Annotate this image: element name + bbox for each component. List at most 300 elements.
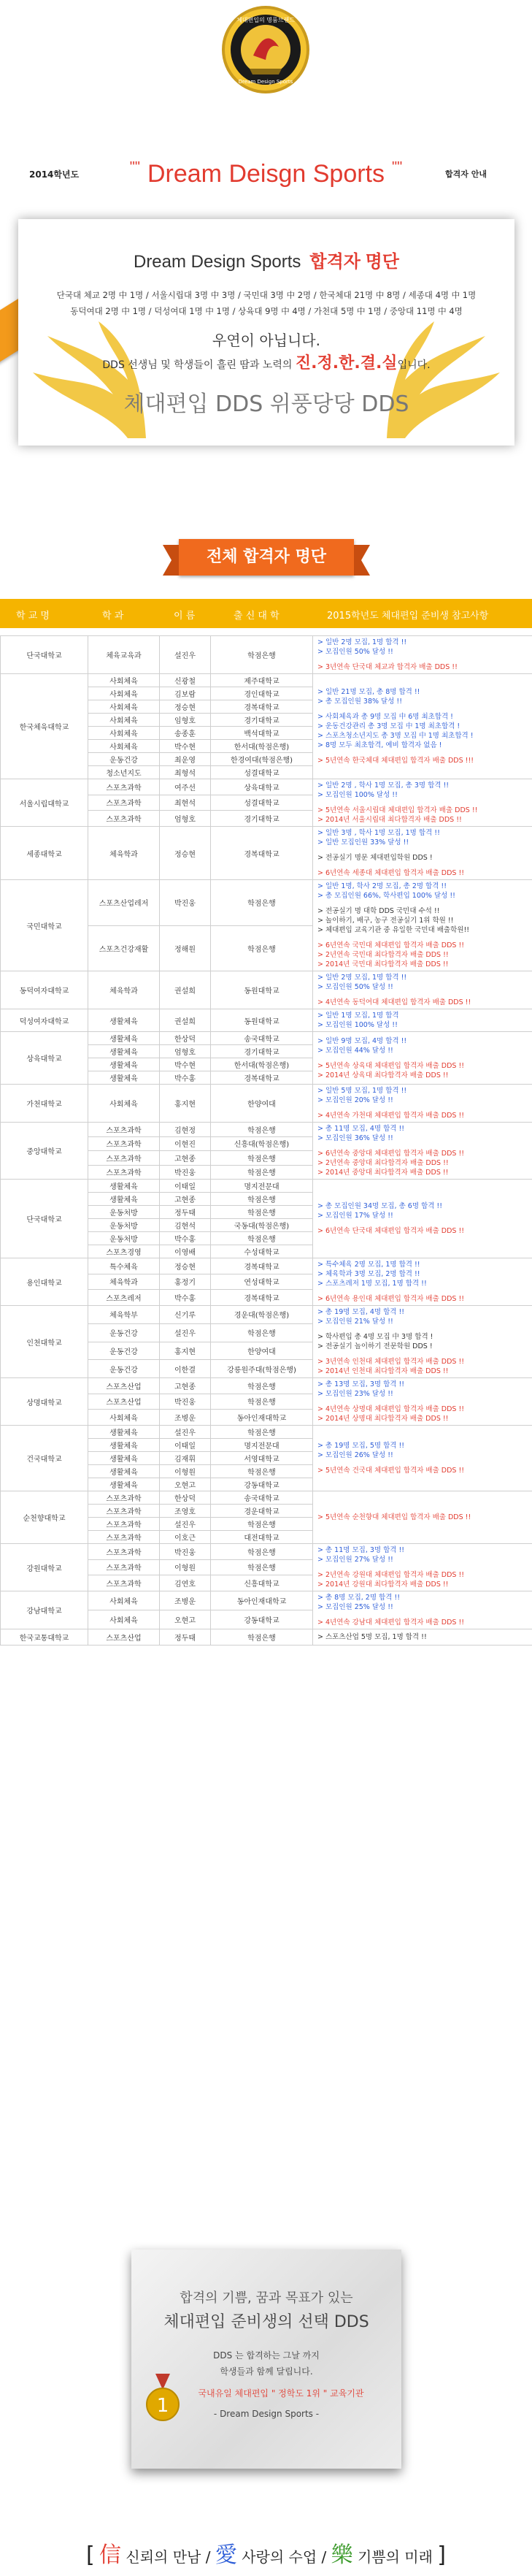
dept-cell: 스포츠과학 xyxy=(88,1544,160,1560)
dept-cell: 생활체육 xyxy=(88,1193,160,1206)
from-cell: 학점은행 xyxy=(211,1206,313,1219)
note-line: > 모집인원 100% 달성 !! xyxy=(317,1021,398,1029)
notes-cell xyxy=(313,827,532,880)
note-line: > 2014년 상명대 최다합격자 배출 DDS !! xyxy=(317,1415,449,1423)
dept-cell: 사회체육 xyxy=(88,1610,160,1629)
dept-cell: 사회체육 xyxy=(88,700,160,714)
note-line: > 전공실기 명 대학 DDS 국민대 수석 !! xyxy=(317,907,440,915)
school-cell: 건국대학교 xyxy=(1,1426,88,1491)
name-cell: 최현석 xyxy=(160,795,211,811)
table-row xyxy=(1,1378,532,1394)
page-title-text: Dream Deisgn Sports xyxy=(147,160,385,188)
plaque-line-3: DDS 는 합격하는 그날 까지 xyxy=(213,2350,320,2361)
notes-cell xyxy=(313,1629,532,1646)
note-line: > 총 13명 모집, 3명 합격 !! xyxy=(317,1380,405,1388)
dept-cell: 체육학과 xyxy=(88,971,160,1009)
note-line: > 2014년 중앙대 최다합격자 배출 DDS !! xyxy=(317,1169,449,1177)
from-cell: 상육대학교 xyxy=(211,779,313,795)
note-line: > 전공실기 놀이하기 전문학원 DDS ! xyxy=(317,1342,433,1350)
note-line: > 2014년 서울시립대 최다합격자 배출 DDS !! xyxy=(317,816,462,824)
note-line: > 총 19명 모집, 4명 합격 !! xyxy=(317,1308,405,1316)
note-line xyxy=(317,1105,528,1111)
table-row xyxy=(1,674,532,687)
name-cell: 박수홍 xyxy=(160,1232,211,1245)
from-cell: 학점은행 xyxy=(211,1394,313,1410)
from-cell: 송국대학교 xyxy=(211,1491,313,1505)
name-cell: 이현진 xyxy=(160,1136,211,1151)
note-line: > 6년연속 중앙대 체대편입 합격자 배출 DDS !! xyxy=(317,1150,465,1158)
table-row xyxy=(1,827,532,880)
notes-cell xyxy=(313,1491,532,1544)
dept-cell: 생활체육 xyxy=(88,1478,160,1491)
dept-cell: 체육학과 xyxy=(88,827,160,880)
note-line: > 모집인원 50% 달성 !! xyxy=(317,648,393,656)
note-line: > 6년연속 국민대 체대편입 합격자 배출 DDS !! xyxy=(317,941,465,949)
notes-cell xyxy=(313,1306,532,1378)
dept-cell: 스포츠경영 xyxy=(88,1245,160,1258)
name-cell: 정해원 xyxy=(160,925,211,971)
notes-cell xyxy=(313,880,532,971)
dept-cell: 청소년지도 xyxy=(88,766,160,779)
from-cell: 학점은행 xyxy=(211,1465,313,1478)
footer-bracket-close: ] xyxy=(437,2542,447,2568)
name-cell: 여주선 xyxy=(160,779,211,795)
note-line xyxy=(317,750,528,756)
note-line: > 6년연속 용인대 체대편입 합격자 배출 DDS !! xyxy=(317,1295,465,1303)
from-cell: 송국대학교 xyxy=(211,1032,313,1045)
school-cell: 순천향대학교 xyxy=(1,1491,88,1544)
dept-cell: 생활체육 xyxy=(88,1452,160,1465)
from-cell: 경기대학교 xyxy=(211,811,313,827)
table-row xyxy=(1,1591,532,1610)
name-cell: 김보람 xyxy=(160,687,211,700)
note-line: > 일반 모집인원 33% 달성 !! xyxy=(317,838,409,846)
footer-char-love: 愛 xyxy=(215,2542,237,2568)
dept-cell: 스포츠과학 xyxy=(88,1575,160,1591)
dept-cell: 스포츠과학 xyxy=(88,779,160,795)
effort-suffix: 입니다. xyxy=(397,359,431,371)
note-line: > 2년연속 국민대 최다합격자 배출 DDS !! xyxy=(317,951,449,959)
name-cell: 오현고 xyxy=(160,1478,211,1491)
from-cell: 동아인재대학교 xyxy=(211,1410,313,1426)
notes-cell xyxy=(313,1032,532,1085)
from-cell: 학점은행 xyxy=(211,1123,313,1137)
from-cell: 학점은행 xyxy=(211,880,313,926)
from-cell: 국동대(학점은행) xyxy=(211,1219,313,1232)
card-title-pass: 합격자 명단 xyxy=(309,252,399,272)
name-cell: 조영호 xyxy=(160,1505,211,1518)
notes-cell xyxy=(313,1123,532,1180)
note-line xyxy=(317,657,528,662)
school-cell: 중앙대학교 xyxy=(1,1123,88,1180)
table-row xyxy=(1,1123,532,1137)
title-bar xyxy=(0,159,532,188)
school-cell: 상육대학교 xyxy=(1,1032,88,1085)
name-cell: 엄형호 xyxy=(160,811,211,827)
th-from: 출 신 대 학 xyxy=(234,611,280,622)
quote-open: "" xyxy=(129,159,140,175)
table-row xyxy=(1,1032,532,1045)
name-cell: 홍지현 xyxy=(160,1342,211,1360)
dept-cell: 운동건강 xyxy=(88,1323,160,1342)
name-cell: 정두태 xyxy=(160,1629,211,1646)
note-line: > 모집인원 21% 달성 !! xyxy=(317,1318,393,1326)
dept-cell: 체육학과 xyxy=(88,1274,160,1290)
table-row xyxy=(1,1544,532,1560)
school-cell: 국민대학교 xyxy=(1,880,88,971)
name-cell: 최운영 xyxy=(160,753,211,766)
from-cell: 신흥대(학점은행) xyxy=(211,1136,313,1151)
from-cell: 동원대학교 xyxy=(211,1009,313,1032)
name-cell: 신광철 xyxy=(160,674,211,687)
dept-cell: 스포츠과학 xyxy=(88,1165,160,1180)
note-line: > 놀이하기, 배구, 농구 전공실기 1위 학원 !! xyxy=(317,917,454,925)
table-row xyxy=(1,1629,532,1646)
note-line: > 스포츠청소년지도 총 3명 모집 中 1명 최초합격 ! xyxy=(317,732,474,740)
card-slogan: 체대편입 DDS 위풍당당 DDS xyxy=(123,391,409,417)
note-line: > 4년연속 가천대 체대편입 합격자 배출 DDS !! xyxy=(317,1112,465,1120)
from-cell: 경복대학교 xyxy=(211,700,313,714)
summary-card xyxy=(18,219,514,446)
footer-text-1: 신뢰의 만남 / xyxy=(126,2548,211,2566)
from-cell: 동아인재대학교 xyxy=(211,1591,313,1610)
plaque-line-6: - Dream Design Sports - xyxy=(213,2409,320,2419)
note-line xyxy=(317,1288,528,1294)
dept-cell: 스포츠과학 xyxy=(88,795,160,811)
name-cell: 고현종 xyxy=(160,1378,211,1394)
name-cell: 이태일 xyxy=(160,1439,211,1452)
note-line: > 스포츠레저 1명 모집, 1명 합격 !! xyxy=(317,1280,427,1288)
name-cell: 박진웅 xyxy=(160,1165,211,1180)
notes-cell xyxy=(313,636,532,674)
note-line: > 전공실기 명문 체대편입학원 DDS ! xyxy=(317,854,433,862)
name-cell: 송종훈 xyxy=(160,727,211,740)
note-line: > 5년연속 상육대 체대편입 합격자 배출 DDS !! xyxy=(317,1061,465,1070)
note-line: > 모집인원 17% 달성 !! xyxy=(317,1212,393,1220)
from-cell: 성결대학교 xyxy=(211,766,313,779)
from-cell: 경인대학교 xyxy=(211,687,313,700)
dept-cell: 사회체육 xyxy=(88,674,160,687)
table-row xyxy=(1,880,532,926)
table-row xyxy=(1,1426,532,1439)
note-line: > 모집인원 50% 달성 !! xyxy=(317,983,393,991)
school-cell: 동덕여자대학교 xyxy=(1,971,88,1009)
note-line: > 모집인원 44% 달성 !! xyxy=(317,1046,393,1055)
from-cell: 백석대학교 xyxy=(211,727,313,740)
note-line: > 모집인원 36% 달성 !! xyxy=(317,1134,393,1142)
dept-cell: 운동건강 xyxy=(88,1360,160,1378)
table-row xyxy=(1,971,532,1009)
list-banner-text: 전체 합격자 명단 xyxy=(206,548,327,566)
name-cell: 이형원 xyxy=(160,1559,211,1575)
from-cell: 강동대학교 xyxy=(211,1478,313,1491)
from-cell: 동원대학교 xyxy=(211,971,313,1009)
plaque-line-4: 학생들과 함께 달립니다. xyxy=(220,2366,313,2377)
note-line xyxy=(317,800,528,806)
footer-char-joy: 樂 xyxy=(331,2542,353,2568)
note-line xyxy=(317,863,528,868)
from-cell: 강동대학교 xyxy=(211,1610,313,1629)
th-notes: 2015학년도 체대편입 준비생 참고사항 xyxy=(327,611,489,622)
name-cell: 조병운 xyxy=(160,1410,211,1426)
from-cell: 한서대(학점은행) xyxy=(211,740,313,753)
name-cell: 이호근 xyxy=(160,1531,211,1544)
from-cell: 신흥대학교 xyxy=(211,1575,313,1591)
name-cell: 박수현 xyxy=(160,1058,211,1071)
coincidence-text: 우연이 아닙니다. xyxy=(212,332,320,349)
dept-cell: 생활체육 xyxy=(88,1465,160,1478)
dept-cell: 체육학부 xyxy=(88,1306,160,1324)
name-cell: 박수홍 xyxy=(160,1290,211,1306)
from-cell: 경운대(학점은행) xyxy=(211,1306,313,1324)
note-line: > 모집인원 100% 달성 !! xyxy=(317,791,398,799)
name-cell: 김현석 xyxy=(160,1219,211,1232)
from-cell: 연성대학교 xyxy=(211,1274,313,1290)
note-line: > 총 11명 모집, 4명 합격 !! xyxy=(317,1125,405,1133)
dept-cell: 스포츠산업레저 xyxy=(88,880,160,926)
plaque-line-2: 체대편입 준비생의 선택 DDS xyxy=(163,2313,369,2331)
from-cell: 경복대학교 xyxy=(211,1258,313,1274)
note-line: > 5년연속 한국체대 체대편입 합격자 배출 DDS !!! xyxy=(317,757,474,765)
dept-cell: 생활체육 xyxy=(88,1045,160,1058)
dept-cell: 스포츠과학 xyxy=(88,1531,160,1544)
note-line: > 6년연속 단국대 체대편입 합격자 배출 DDS !! xyxy=(317,1227,465,1235)
note-line: > 2014년 인천대 최다합격자 배출 DDS !! xyxy=(317,1367,449,1375)
notes-cell xyxy=(313,1426,532,1491)
dept-cell: 운동건강 xyxy=(88,753,160,766)
name-cell: 한상덕 xyxy=(160,1491,211,1505)
footer-text-2: 사랑의 수업 / xyxy=(242,2548,327,2566)
note-line: > 2014년 강원대 최다합격자 배출 DDS !! xyxy=(317,1581,449,1589)
school-cell: 단국대학교 xyxy=(1,1180,88,1258)
note-line xyxy=(317,1564,528,1570)
school-cell: 단국대학교 xyxy=(1,636,88,674)
table-header xyxy=(0,599,532,628)
dept-cell: 생활체육 xyxy=(88,1426,160,1439)
footer-bracket-open: [ xyxy=(85,2542,95,2568)
from-cell: 학점은행 xyxy=(211,1518,313,1531)
name-cell: 정승현 xyxy=(160,827,211,880)
dept-cell: 스포츠과학 xyxy=(88,1518,160,1531)
dept-cell: 스포츠산업 xyxy=(88,1394,160,1410)
footer-motto xyxy=(0,2537,532,2569)
notes-cell xyxy=(313,1591,532,1629)
name-cell: 설진우 xyxy=(160,1323,211,1342)
from-cell: 학점은행 xyxy=(211,1165,313,1180)
note-line: > 운동건강관리 총 3명 모집 中 1명 최초합격 ! xyxy=(317,722,460,730)
from-cell: 경복대학교 xyxy=(211,1290,313,1306)
dept-cell: 생활체육 xyxy=(88,1439,160,1452)
dept-cell: 사회체육 xyxy=(88,687,160,700)
name-cell: 고현종 xyxy=(160,1193,211,1206)
dept-cell: 운동건강 xyxy=(88,1342,160,1360)
note-line: > 5년연속 순천향대 체대편입 합격자 배출 DDS !! xyxy=(317,1513,471,1521)
from-cell: 학점은행 xyxy=(211,1559,313,1575)
school-cell: 세종대학교 xyxy=(1,827,88,880)
from-cell: 학점은행 xyxy=(211,1378,313,1394)
effort-text xyxy=(18,351,514,373)
note-line: > 5년연속 건국대 체대편입 합격자 배출 DDS !! xyxy=(317,1467,465,1475)
note-line: > 일반 2명 , 학사 1명 모집, 총 3명 합격 !! xyxy=(317,781,450,790)
from-cell: 명지전문대 xyxy=(211,1180,313,1193)
notes-cell xyxy=(313,1378,532,1426)
effort-prefix: DDS 선생님 및 학생들이 흘린 땀과 노력의 xyxy=(102,359,293,371)
note-line xyxy=(317,1326,528,1332)
note-line xyxy=(317,1399,528,1404)
name-cell: 정승현 xyxy=(160,1258,211,1274)
note-line: > 2014년 국민대 최다합격자 배출 DDS !! xyxy=(317,960,449,968)
note-line xyxy=(317,935,528,941)
name-cell: 홍지현 xyxy=(160,1085,211,1123)
dept-cell: 스포츠건강재활 xyxy=(88,925,160,971)
from-cell: 학점은행 xyxy=(211,1232,313,1245)
note-line: > 총 11명 모집, 3명 합격 !! xyxy=(317,1546,405,1554)
name-cell: 한상덕 xyxy=(160,1032,211,1045)
school-cell: 강남대학교 xyxy=(1,1591,88,1629)
name-cell: 박진웅 xyxy=(160,880,211,926)
from-cell: 한양여대 xyxy=(211,1085,313,1123)
dept-cell: 생활체육 xyxy=(88,1032,160,1045)
note-line: > 학사편입 총 4명 모집 中 3명 합격 ! xyxy=(317,1333,433,1341)
note-line xyxy=(317,1351,528,1357)
from-cell: 강릉원주대(학점은행) xyxy=(211,1360,313,1378)
note-line: > 2년연속 중앙대 최다합격자 배출 DDS !! xyxy=(317,1159,449,1167)
from-cell: 경운대학교 xyxy=(211,1505,313,1518)
name-cell: 조병운 xyxy=(160,1591,211,1610)
note-line: > 4년연속 강남대 체대편입 합격자 배출 DDS !! xyxy=(317,1618,465,1627)
notes-cell xyxy=(313,971,532,1009)
table-row xyxy=(1,1258,532,1274)
dept-cell: 스포츠산업 xyxy=(88,1378,160,1394)
note-line: > 3년연속 단국대 체교과 합격자 배출 DDS !! xyxy=(317,663,458,671)
from-cell: 경기대학교 xyxy=(211,1045,313,1058)
note-line: > 3년연속 인천대 체대편입 합격자 배출 DDS !! xyxy=(317,1358,465,1366)
from-cell: 학점은행 xyxy=(211,636,313,674)
note-line: > 일반 1명, 학사 2명 모집, 총 2명 합격 !! xyxy=(317,882,447,890)
from-cell: 학점은행 xyxy=(211,1151,313,1166)
from-cell: 제주대학교 xyxy=(211,674,313,687)
emblem-bottom-text: Dream Design Sports xyxy=(238,79,293,85)
dept-cell: 사회체육 xyxy=(88,1410,160,1426)
table-row xyxy=(1,1085,532,1123)
note-line xyxy=(317,1612,528,1618)
note-line: > 체육학과 3명 모집, 2명 합격 !! xyxy=(317,1270,420,1278)
card-title xyxy=(18,247,514,272)
dept-cell: 운동처방 xyxy=(88,1206,160,1219)
dept-cell: 생활체육 xyxy=(88,1180,160,1193)
note-line: > 총 8명 모집, 2명 합격 !! xyxy=(317,1594,401,1602)
note-line: > 총 모집인원 38% 달성 !! xyxy=(317,697,403,706)
dept-cell: 스포츠과학 xyxy=(88,1123,160,1137)
name-cell: 설진우 xyxy=(160,1518,211,1531)
note-line: > 모집인원 23% 달성 !! xyxy=(317,1390,393,1398)
emblem-top-text: 체대편입의 명품브랜드 xyxy=(236,17,295,23)
notice-label: 합격자 안내 xyxy=(445,169,487,179)
dept-cell: 특수체육 xyxy=(88,1258,160,1274)
name-cell: 설진우 xyxy=(160,1426,211,1439)
dept-cell: 스포츠과학 xyxy=(88,1136,160,1151)
dept-cell: 스포츠과학 xyxy=(88,1491,160,1505)
note-line: > 일반 2명 모집, 1명 합격 !! xyxy=(317,638,407,646)
dept-cell: 스포츠산업 xyxy=(88,1629,160,1646)
note-line: > 6년연속 세종대 체대편입 합격자 배출 DDS !! xyxy=(317,869,465,877)
note-line: > 2014년 상육대 최다합격자 배출 DDS !! xyxy=(317,1071,449,1079)
table-row xyxy=(1,779,532,795)
name-cell: 이형원 xyxy=(160,1465,211,1478)
dept-cell: 스포츠과학 xyxy=(88,1151,160,1166)
footer-text-3: 기쁨의 미래 xyxy=(357,2548,433,2566)
note-line: > 2년연속 강원대 체대편입 합격자 배출 DDS !! xyxy=(317,1571,465,1579)
school-cell: 덕성여자대학교 xyxy=(1,1009,88,1032)
name-cell: 이영배 xyxy=(160,1245,211,1258)
note-line: > 사회체육과 총 9명 모집 中 6명 최초합격 ! xyxy=(317,713,453,721)
dept-cell: 생활체육 xyxy=(88,1058,160,1071)
dept-cell: 운동처방 xyxy=(88,1219,160,1232)
card-title-brand: Dream Design Sports xyxy=(133,252,301,272)
name-cell: 엄형호 xyxy=(160,1045,211,1058)
from-cell: 한경여대(학점은행) xyxy=(211,753,313,766)
quote-close: "" xyxy=(392,159,403,175)
school-cell: 한국교통대학교 xyxy=(1,1629,88,1646)
name-cell: 홍정기 xyxy=(160,1274,211,1290)
list-banner xyxy=(179,539,354,576)
from-cell: 성결대학교 xyxy=(211,795,313,811)
dept-cell: 스포츠과학 xyxy=(88,1559,160,1575)
from-cell: 학점은행 xyxy=(211,1544,313,1560)
from-cell: 한양여대 xyxy=(211,1342,313,1360)
note-line: > 모집인원 26% 달성 !! xyxy=(317,1451,393,1459)
from-cell: 서영대학교 xyxy=(211,1452,313,1465)
school-cell: 인천대학교 xyxy=(1,1306,88,1378)
note-line: > 일반 1명 모집, 1명 합격 xyxy=(317,1012,399,1020)
name-cell: 임형호 xyxy=(160,714,211,727)
name-cell: 신기루 xyxy=(160,1306,211,1324)
school-cell: 상명대학교 xyxy=(1,1378,88,1426)
school-cell: 서울시립대학교 xyxy=(1,779,88,827)
from-cell: 학점은행 xyxy=(211,925,313,971)
dept-cell: 운동처방 xyxy=(88,1232,160,1245)
from-cell: 학점은행 xyxy=(211,1426,313,1439)
note-line: > 모집인원 27% 달성 !! xyxy=(317,1556,393,1564)
dept-cell: 스포츠레저 xyxy=(88,1290,160,1306)
dept-cell: 스포츠과학 xyxy=(88,1505,160,1518)
school-cell: 용인대학교 xyxy=(1,1258,88,1306)
school-cell: 한국체육대학교 xyxy=(1,674,88,779)
plaque-line-1: 합격의 기쁨, 꿈과 목표가 있는 xyxy=(180,2290,353,2306)
from-cell: 학점은행 xyxy=(211,1629,313,1646)
summary-line-1: 단국대 체교 2명 中 1명 / 서울시립대 3명 中 3명 / 국민대 3명 中 2명 / 한국체대 21명 中 8명 / 세종대 4명 中 1명 xyxy=(56,290,477,300)
name-cell: 권설희 xyxy=(160,971,211,1009)
table-row xyxy=(1,1491,532,1505)
dept-cell: 사회체육 xyxy=(88,1591,160,1610)
note-line: > 일반 5명 모집, 1명 합격 !! xyxy=(317,1087,407,1095)
note-line xyxy=(317,992,528,998)
th-name: 이 름 xyxy=(174,611,196,622)
from-cell: 경복대학교 xyxy=(211,827,313,880)
note-line xyxy=(317,1460,528,1466)
note-line: > 일반 3명 , 학사 1명 모집, 1명 합격 !! xyxy=(317,829,440,837)
note-line: > 체대편입 교육기관 중 유일한 국민대 배출학원!! xyxy=(317,926,470,934)
note-line: > 특수체육 2명 모집, 1명 합격 !! xyxy=(317,1261,420,1269)
from-cell: 대전대학교 xyxy=(211,1531,313,1544)
note-line: > 일반 2명 모집, 1명 합격 !! xyxy=(317,974,407,982)
note-line: > 5년연속 서울시립대 체대편입 합격자 배출 DDS !! xyxy=(317,806,478,814)
dds-emblem xyxy=(220,4,311,95)
results-table xyxy=(0,635,532,1646)
table-row xyxy=(1,1306,532,1324)
from-cell: 학점은행 xyxy=(211,1323,313,1342)
notes-cell xyxy=(313,1258,532,1306)
